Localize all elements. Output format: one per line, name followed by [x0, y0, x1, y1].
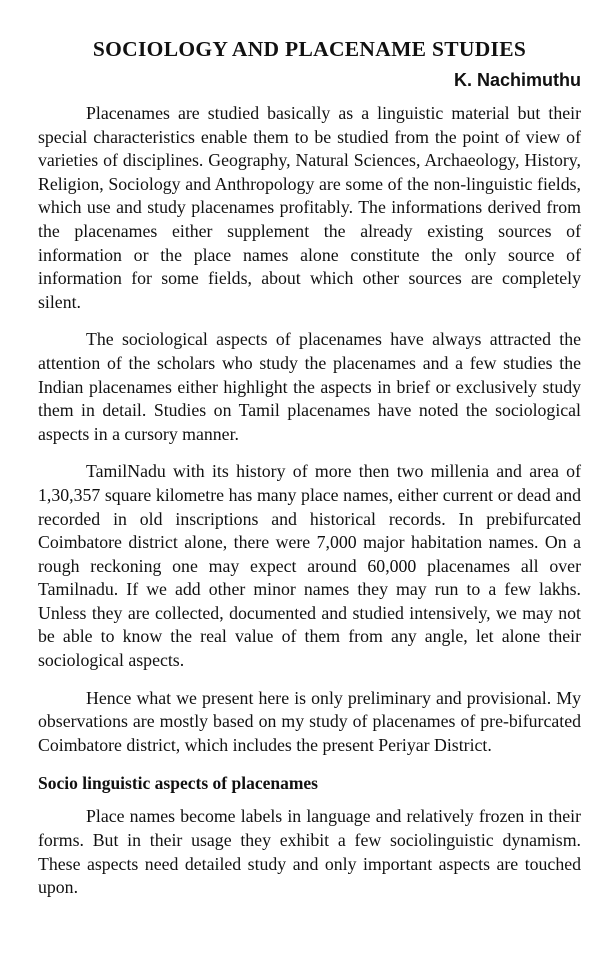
body-paragraph: The sociological aspects of placenames have always attracted the attention of the scholars who study the placenames and a few studies the Indian placenames either highlight the aspects in brief or exclusively study them in detail. Studies on Tamil placenames have noted the sociological aspects in a cursory manner.: [38, 329, 581, 444]
author-name: K. Nachimuthu: [453, 70, 581, 90]
body-paragraph: Hence what we present here is only preliminary and provisional. My observations are mostly based on my study of placenames of pre-bifurcated Coimbatore district, which includes the present Periyar District.: [38, 687, 581, 755]
document-page: [38, 34, 581, 914]
body-paragraph: TamilNadu with its history of more then two millenia and area of 1,30,357 square kilometre has many place names, either current or dead and recorded in old inscriptions and historical records. In prebifurcated Coimbatore district alone, there were 7,000 major habitation names. On a rough reckoning one may expect around 60,000 placenames all over Tamilnadu. If we add other minor names they may run to a few lakhs. Unless they are collected, documented and studied intensively, we may not be able to know the real value of them from any angle, let alone their sociological aspects.: [38, 461, 581, 671]
body-paragraph: Placenames are studied basically as a linguistic material but their special characteristics enable them to be studied from the point of view of varieties of disciplines. Geography, Natural Sciences, Archaeology, History, Religion, Sociology and Anthropology are some of the non-linguistic fields, which use and study placenames profitably. The informations derived from the placenames either supplement the already existing sources of information or the place names alone constitute the only source of information for some fields, about which other sources are completely silent.: [38, 103, 581, 312]
section-paragraph: Place names become labels in language and relatively frozen in their forms. But in their usage they exhibit a few sociolinguistic dynamism. These aspects need detailed study and only important aspects are touched upon.: [38, 806, 581, 898]
document-title: SOCIOLOGY AND PLACENAME STUDIES: [92, 37, 527, 61]
section-heading: Socio linguistic aspects of placenames: [38, 773, 318, 794]
